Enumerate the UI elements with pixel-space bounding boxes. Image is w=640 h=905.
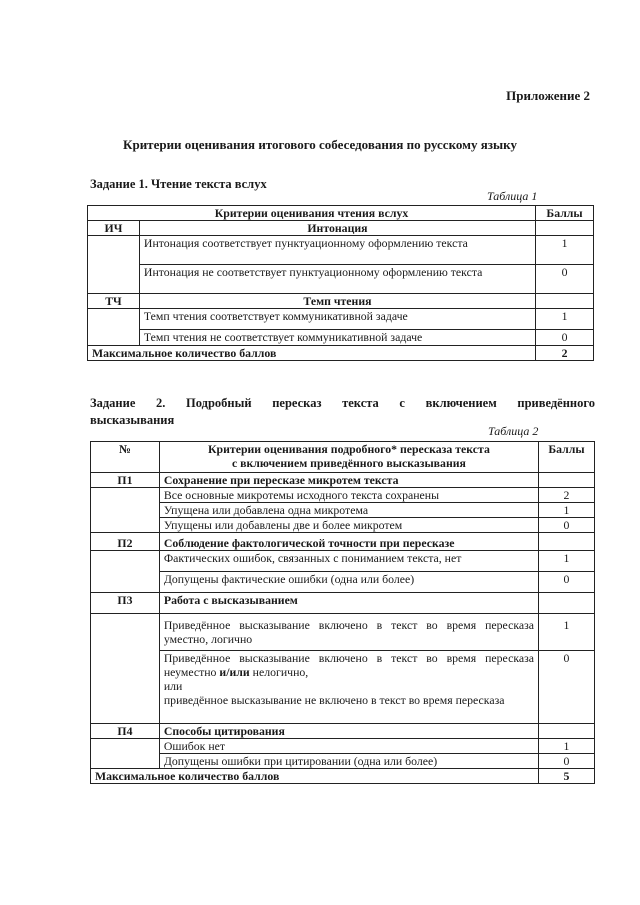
criterion-code: П4 — [91, 724, 160, 739]
criterion-text: Ошибок нет — [159, 739, 538, 754]
criteria-header — [159, 442, 538, 473]
score-cell: 1 — [536, 236, 594, 265]
score-cell: 0 — [539, 754, 595, 769]
criterion-name: Способы цитирования — [159, 724, 538, 739]
criterion-text: Допущены фактические ошибки (одна или более) — [159, 572, 538, 593]
table-row — [88, 236, 594, 265]
criterion-text: Темп чтения не соответствует коммуникативной задаче — [139, 330, 535, 346]
criterion-text: Темп чтения соответствует коммуникативной задаче — [139, 309, 535, 330]
score-cell: 2 — [539, 488, 595, 503]
criterion-code: ТЧ — [88, 294, 140, 309]
criterion-name: Темп чтения — [139, 294, 535, 309]
task1-heading: Задание 1. Чтение текста вслух — [90, 177, 267, 191]
score-cell — [536, 221, 594, 236]
max-score-value: 5 — [539, 769, 595, 784]
max-score-row — [88, 346, 594, 361]
group-row — [91, 593, 595, 614]
p3-zero-line3: приведённое высказывание не включено в текст во время пересказа — [163, 693, 505, 707]
score-header: Баллы — [536, 206, 594, 221]
table-row — [91, 488, 595, 503]
score-cell: 0 — [539, 518, 595, 533]
document-title: Критерии оценивания итогового собеседования по русскому языку — [123, 137, 517, 152]
table-row — [91, 651, 595, 724]
score-cell: 0 — [536, 330, 594, 346]
p3-zero-line1-bold: и/или — [219, 665, 250, 679]
criterion-name: Работа с высказыванием — [159, 593, 538, 614]
group-row — [88, 294, 594, 309]
group-row — [88, 221, 594, 236]
appendix-label: Приложение 2 — [506, 88, 590, 103]
code-spacer — [91, 739, 160, 769]
table-retelling-criteria — [90, 441, 595, 784]
table2-label: Таблица 2 — [488, 424, 539, 438]
table-row — [88, 330, 594, 346]
score-cell: 1 — [539, 503, 595, 518]
task2-heading-line2: высказывания — [90, 413, 175, 427]
code-spacer — [91, 488, 160, 533]
max-score-value: 2 — [536, 346, 594, 361]
table-header-row — [88, 206, 594, 221]
table-row — [91, 551, 595, 572]
criterion-code: П1 — [91, 473, 160, 488]
score-header: Баллы — [539, 442, 595, 473]
score-cell: 0 — [539, 651, 595, 724]
criterion-text: Все основные микротемы исходного текста сохранены — [159, 488, 538, 503]
score-cell: 0 — [536, 265, 594, 294]
task2-heading-line1: Задание 2. Подробный пересказ текста с включением приведённого — [90, 396, 595, 410]
max-score-row — [91, 769, 595, 784]
p3-zero-line2: или — [163, 679, 183, 693]
code-spacer — [91, 551, 160, 593]
score-cell — [536, 294, 594, 309]
score-cell: 0 — [539, 572, 595, 593]
table-row — [91, 739, 595, 754]
criterion-name: Сохранение при пересказе микротем текста — [159, 473, 538, 488]
score-cell: 1 — [539, 614, 595, 651]
criteria-header: Критерии оценивания чтения вслух — [88, 206, 536, 221]
p3-zero-line1-start: Приведённое высказывание включено в текст во время пересказа неуместно — [163, 651, 535, 679]
max-score-label: Максимальное количество баллов — [91, 769, 539, 784]
score-cell: 1 — [536, 309, 594, 330]
criterion-code: ИЧ — [88, 221, 140, 236]
max-score-label: Максимальное количество баллов — [88, 346, 536, 361]
criteria-header-line2: с включением приведённого высказывания — [231, 456, 466, 470]
score-cell: 1 — [539, 551, 595, 572]
table-row — [91, 503, 595, 518]
code-spacer — [88, 236, 140, 294]
group-row — [91, 533, 595, 551]
score-cell: 1 — [539, 739, 595, 754]
score-cell — [539, 593, 595, 614]
number-header: № — [91, 442, 160, 473]
table-row — [91, 614, 595, 651]
criterion-code: П2 — [91, 533, 160, 551]
criteria-header-line1: Критерии оценивания подробного* пересказа текста — [208, 442, 490, 456]
table-row — [91, 572, 595, 593]
table-header-row — [91, 442, 595, 473]
criterion-code: П3 — [91, 593, 160, 614]
criterion-text: Приведённое высказывание включено в текст во время пересказа уместно, логично — [159, 614, 538, 651]
table-reading-criteria — [87, 205, 594, 361]
p3-zero-line1-end: нелогично, — [249, 665, 309, 679]
criterion-text: Интонация не соответствует пунктуационному оформлению текста — [139, 265, 535, 294]
table-row — [91, 518, 595, 533]
code-spacer — [88, 309, 140, 346]
criterion-name: Соблюдение фактологической точности при пересказе — [159, 533, 538, 551]
group-row — [91, 724, 595, 739]
score-cell — [539, 533, 595, 551]
criterion-text: Упущены или добавлены две и более микротем — [159, 518, 538, 533]
group-row — [91, 473, 595, 488]
table-row — [88, 309, 594, 330]
score-cell — [539, 473, 595, 488]
criterion-text: Фактических ошибок, связанных с пониманием текста, нет — [159, 551, 538, 572]
criterion-name: Интонация — [139, 221, 535, 236]
criterion-text: Упущена или добавлена одна микротема — [159, 503, 538, 518]
criterion-text: Допущены ошибки при цитировании (одна или более) — [159, 754, 538, 769]
table-row — [91, 754, 595, 769]
table1-label: Таблица 1 — [487, 189, 538, 203]
criterion-text — [159, 651, 538, 724]
table-row — [88, 265, 594, 294]
criterion-text: Интонация соответствует пунктуационному оформлению текста — [139, 236, 535, 265]
score-cell — [539, 724, 595, 739]
code-spacer — [91, 614, 160, 724]
